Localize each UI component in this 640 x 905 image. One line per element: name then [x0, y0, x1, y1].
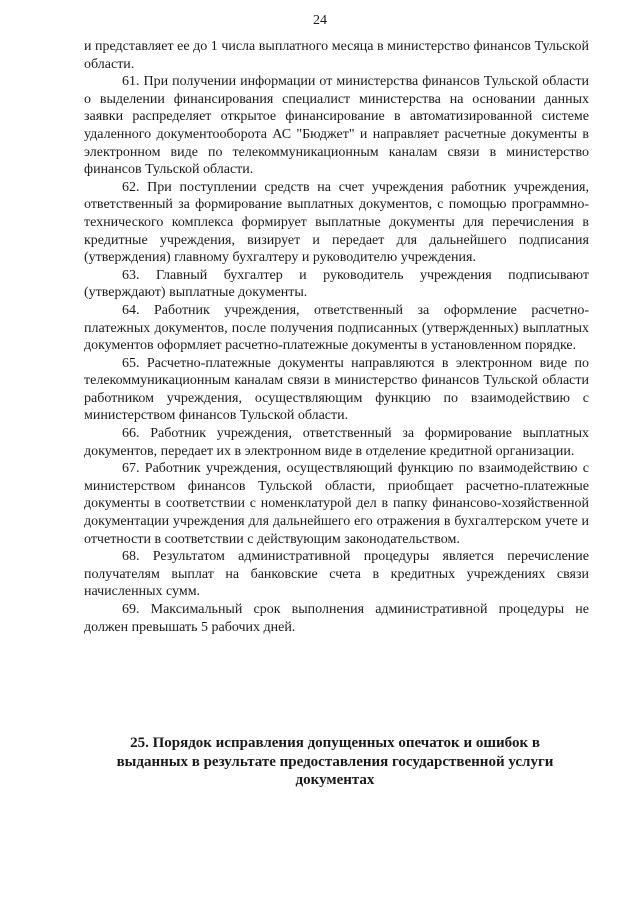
paragraph-66: 66. Работник учреждения, ответственный за формирование выплатных документов, передает их в электронном виде в отделение кредитной организации.: [84, 426, 589, 459]
paragraph-67: 67. Работник учреждения, осуществляющий функцию по взаимодействию с министерством финансов Тульской области, приобщает расчетно-платежные документы в соответствии с номенклатурой дел в папку финансово-хозяйственной документации учреждения для дальнейшего его отражения в бухгалтерском учете и отчетности в соответствии с действующим законодательством.: [84, 461, 589, 547]
paragraph-63: 63. Главный бухгалтер и руководитель учреждения подписывают (утверждают) выплатные документы.: [84, 267, 589, 301]
paragraph-continued: и представляет ее до 1 числа выплатного месяца в министерство финансов Тульской области.: [84, 39, 589, 72]
paragraph-68: 68. Результатом административной процедуры является перечисление получателям выплат на банковские счета в кредитных учреждениях связи начисленных сумм.: [84, 549, 589, 600]
paragraph-69: 69. Максимальный срок выполнения административной процедуры не должен превышать 5 рабочих дней.: [84, 602, 589, 635]
section-heading: 25. Порядок исправления допущенных опечаток и ошибок в выданных в результате предоставления государственной услуги документах: [116, 735, 554, 788]
paragraph-62: 62. При поступлении средств на счет учреждения работник учреждения, ответственный за формирование выплатных документов, с помощью программно-технического комплекса формирует выплатные документы для перечисления в кредитные учреждения, визирует и передает для дальнейшего подписания (утверждения) главному бухгалтеру и руководителю учреждения.: [84, 179, 589, 266]
paragraph-65: 65. Расчетно-платежные документы направляются в электронном виде по телекоммуникационным каналам связи в министерство финансов Тульской области работником учреждения, осуществляющим функцию по взаимодействию с министерством финансов Тульской области.: [84, 355, 589, 424]
document-body: [84, 38, 589, 636]
page-number: 24: [313, 13, 327, 28]
paragraph-61: 61. При получении информации от министерства финансов Тульской области о выделении финансирования специалист министерства на основании данных заявки распределяет открытое финансирование в автоматизированной системе удаленного документооборота АС "Бюджет" и направляет расчетные документы в электронном виде по телекоммуникационным каналам связи в министерство финансов Тульской области.: [84, 74, 589, 178]
paragraph-64: 64. Работник учреждения, ответственный за оформление расчетно-платежных документов, после получения подписанных (утвержденных) выплатных документов оформляет расчетно-платежные документы в установленном порядке.: [84, 302, 589, 354]
